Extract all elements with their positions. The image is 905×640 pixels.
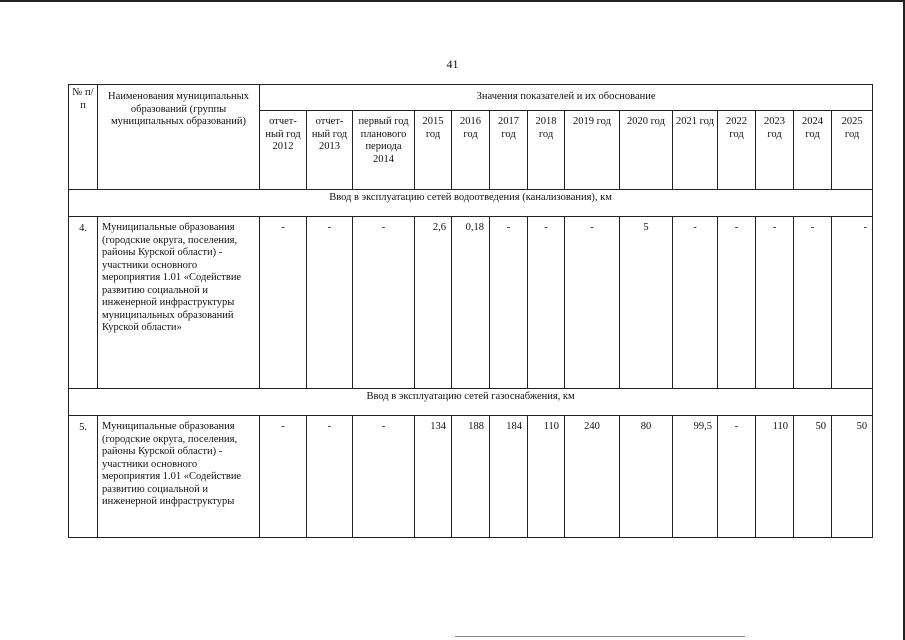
- row-value: -: [307, 416, 353, 538]
- row-value: -: [673, 217, 718, 389]
- row-value: 110: [756, 416, 794, 538]
- row-value: -: [528, 217, 565, 389]
- row-number: 4.: [69, 217, 98, 389]
- section-title: Ввод в эксплуатацию сетей газоснабжения, км: [69, 389, 873, 416]
- row-value: 50: [832, 416, 873, 538]
- row-value: 240: [565, 416, 620, 538]
- row-value: -: [260, 217, 307, 389]
- indicators-table: [68, 84, 873, 538]
- header-year: 2025 год: [832, 111, 873, 190]
- row-number: 5.: [69, 416, 98, 538]
- header-year: 2024 год: [794, 111, 832, 190]
- header-year: 2016 год: [452, 111, 490, 190]
- row-value: 50: [794, 416, 832, 538]
- row-value: 80: [620, 416, 673, 538]
- row-value: 184: [490, 416, 528, 538]
- row-value: -: [307, 217, 353, 389]
- row-value: 5: [620, 217, 673, 389]
- scan-artifact: [455, 636, 745, 637]
- table-row: [69, 217, 873, 389]
- row-value: -: [832, 217, 873, 389]
- section-title-row: [69, 389, 873, 416]
- row-value: 188: [452, 416, 490, 538]
- page-edge-top: [0, 0, 905, 2]
- row-name: Муниципальные образования (городские округа, поселения, районы Курской области) - участники основного мероприятия 1.01 «Содействие развитию социальной и инженерной инфраструктуры: [98, 416, 260, 538]
- row-value: -: [490, 217, 528, 389]
- row-value: -: [756, 217, 794, 389]
- page-number: 41: [446, 57, 459, 71]
- row-value: 2,6: [415, 217, 452, 389]
- header-year: 2018 год: [528, 111, 565, 190]
- header-year: 2019 год: [565, 111, 620, 190]
- header-year: отчет-ный год 2012: [260, 111, 307, 190]
- row-value: 134: [415, 416, 452, 538]
- header-year: 2015 год: [415, 111, 452, 190]
- header-values-title: Значения показателей и их обоснование: [260, 85, 873, 111]
- row-name: Муниципальные образования (городские округа, поселения, районы Курской области) - участники основного мероприятия 1.01 «Содействие развитию социальной и инженерной инфраструктуры муниципальных образований Курской области»: [98, 217, 260, 389]
- row-value: -: [718, 416, 756, 538]
- header-year: отчет-ный год 2013: [307, 111, 353, 190]
- header-num: № п/п: [69, 85, 98, 190]
- header-year: 2021 год: [673, 111, 718, 190]
- row-value: -: [353, 416, 415, 538]
- header-row-top: [69, 85, 873, 111]
- table-row: [69, 416, 873, 538]
- header-year: 2017 год: [490, 111, 528, 190]
- row-value: -: [718, 217, 756, 389]
- header-year: 2022 год: [718, 111, 756, 190]
- row-value: 0,18: [452, 217, 490, 389]
- row-value: 110: [528, 416, 565, 538]
- header-year: 2020 год: [620, 111, 673, 190]
- header-year: 2023 год: [756, 111, 794, 190]
- section-title: Ввод в эксплуатацию сетей водоотведения (канализования), км: [69, 190, 873, 217]
- section-title-row: [69, 190, 873, 217]
- row-value: -: [260, 416, 307, 538]
- row-value: -: [794, 217, 832, 389]
- row-value: 99,5: [673, 416, 718, 538]
- row-value: -: [353, 217, 415, 389]
- row-value: -: [565, 217, 620, 389]
- header-name: Наименования муниципальных образований (группы муниципальных образований): [98, 85, 260, 190]
- header-year: первый год планового периода 2014: [353, 111, 415, 190]
